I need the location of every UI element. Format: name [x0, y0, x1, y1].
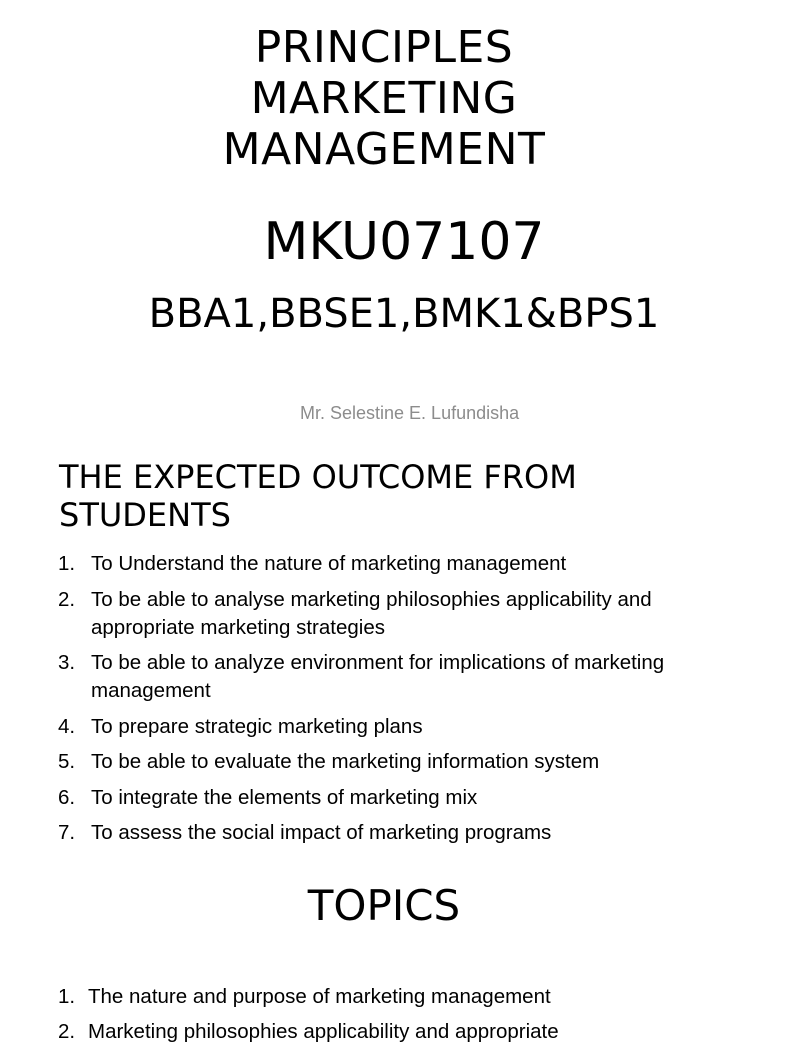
topics-heading: TOPICS	[307, 881, 461, 930]
title-line-3: MANAGEMENT	[222, 124, 546, 175]
list-item	[58, 1018, 748, 1046]
list-item-number: 6.	[58, 785, 76, 809]
title-line-2: MARKETING	[250, 73, 518, 124]
list-item	[58, 713, 738, 741]
list-item-text: To prepare strategic marketing plans	[91, 714, 423, 738]
list-item-text: To assess the social impact of marketing programs	[91, 821, 552, 844]
list-item	[58, 550, 738, 578]
list-item	[58, 819, 738, 847]
list-item-text: Marketing philosophies applicability and appropriate	[88, 1020, 559, 1043]
list-item-number: 2.	[58, 1020, 76, 1043]
list-item	[58, 586, 738, 642]
programs-list: BBA1,BBSE1,BMK1&BPS1	[148, 291, 660, 337]
outcomes-heading: THE EXPECTED OUTCOME FROM STUDENTS	[59, 458, 577, 534]
list-item	[58, 983, 748, 1011]
list-item-number: 5.	[58, 750, 76, 773]
list-item-number: 2.	[58, 587, 76, 611]
list-item-number: 1.	[58, 552, 76, 575]
list-item-text: The nature and purpose of marketing management	[88, 985, 551, 1008]
list-item	[58, 784, 738, 812]
list-item-text: To Understand the nature of marketing management	[91, 552, 567, 575]
outcomes-list	[58, 550, 738, 855]
list-item-number: 1.	[58, 985, 76, 1008]
document-title	[0, 22, 768, 175]
course-code: MKU07107	[263, 212, 545, 272]
list-item-number: 3.	[58, 651, 76, 674]
list-item	[58, 649, 738, 705]
list-item-text: To integrate the elements of marketing mix	[91, 785, 478, 809]
list-item-text: To be able to evaluate the marketing information system	[91, 750, 600, 773]
title-line-1: PRINCIPLES	[254, 22, 514, 73]
topics-list	[58, 983, 748, 1053]
list-item	[58, 748, 738, 776]
list-item-number: 4.	[58, 714, 76, 738]
list-item-number: 7.	[58, 821, 76, 844]
lecturer-name: Mr. Selestine E. Lufundisha	[300, 403, 520, 423]
list-item-text: To be able to analyze environment for implications of marketing management	[91, 651, 665, 702]
list-item-text: To be able to analyse marketing philosophies applicability and appropriate marketing strategies	[91, 587, 652, 639]
